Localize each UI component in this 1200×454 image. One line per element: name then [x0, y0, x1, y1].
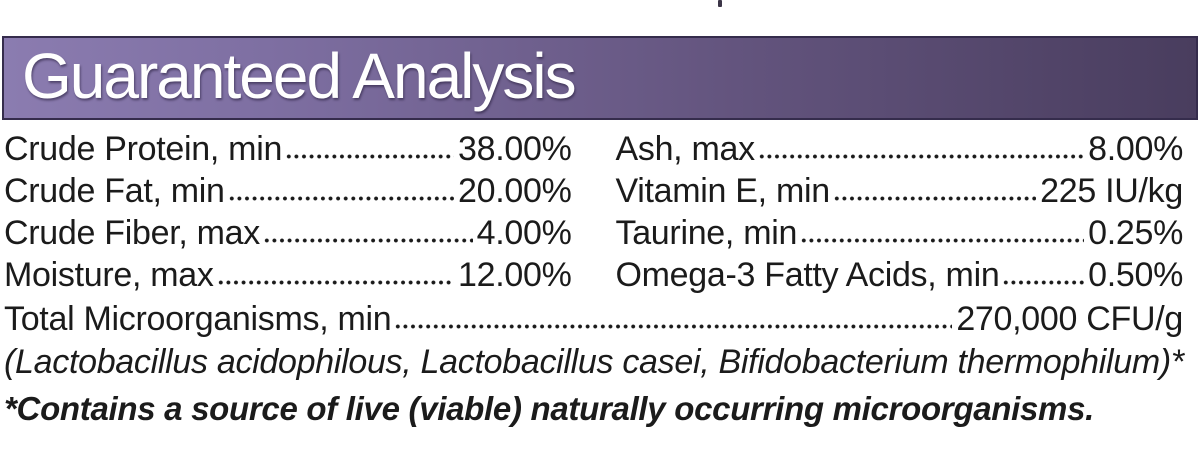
analysis-row	[616, 170, 1184, 212]
nutrient-value: 225 IU/kg	[1040, 172, 1183, 210]
analysis-row	[4, 170, 572, 212]
nutrient-value: 0.50%	[1088, 256, 1183, 294]
microorganism-species-line: (Lactobacillus acidophilous, Lactobacillus casei, Bifidobacterium thermophilum)*	[4, 343, 1184, 381]
total-microorganisms-row	[4, 298, 1183, 340]
analysis-row	[616, 254, 1184, 296]
nutrient-label: Ash, max	[615, 130, 755, 168]
dot-leader	[758, 153, 1084, 160]
analysis-row	[616, 128, 1184, 170]
analysis-row	[616, 212, 1184, 254]
nutrient-value: 12.00%	[457, 256, 572, 294]
header-bar	[2, 36, 1198, 120]
analysis-left-column	[4, 128, 572, 296]
dot-leader	[800, 237, 1084, 244]
analysis-content	[0, 128, 1200, 430]
nutrient-label: Crude Fiber, max	[4, 214, 260, 252]
nutrient-label: Moisture, max	[4, 256, 214, 294]
scan-artifact-mark	[718, 0, 722, 7]
nutrient-value: 4.00%	[476, 214, 572, 252]
analysis-grid	[4, 128, 1183, 296]
nutrient-value: 270,000 CFU/g	[956, 300, 1183, 338]
nutrient-label: Vitamin E, min	[615, 172, 830, 210]
dot-leader	[263, 237, 473, 244]
nutrient-label: Omega-3 Fatty Acids, min	[615, 256, 1000, 294]
dot-leader	[285, 153, 454, 160]
dot-leader	[394, 323, 952, 330]
nutrient-label: Total Microorganisms, min	[4, 300, 392, 338]
analysis-row	[4, 128, 572, 170]
page-title: Guaranteed Analysis	[22, 40, 575, 112]
nutrient-label: Crude Fat, min	[4, 172, 225, 210]
dot-leader	[217, 279, 454, 286]
analysis-row	[4, 254, 572, 296]
nutrient-label: Taurine, min	[615, 214, 798, 252]
analysis-right-column	[616, 128, 1184, 296]
live-microorganisms-footnote: *Contains a source of live (viable) naturally occurring microorganisms.	[4, 390, 1095, 427]
dot-leader	[833, 195, 1036, 202]
nutrient-value: 20.00%	[457, 172, 572, 210]
nutrient-value: 8.00%	[1088, 130, 1183, 168]
analysis-row	[4, 212, 572, 254]
nutrient-label: Crude Protein, min	[4, 130, 283, 168]
dot-leader	[228, 195, 454, 202]
nutrient-value: 38.00%	[457, 130, 572, 168]
dot-leader	[1002, 279, 1084, 286]
nutrient-value: 0.25%	[1088, 214, 1183, 252]
